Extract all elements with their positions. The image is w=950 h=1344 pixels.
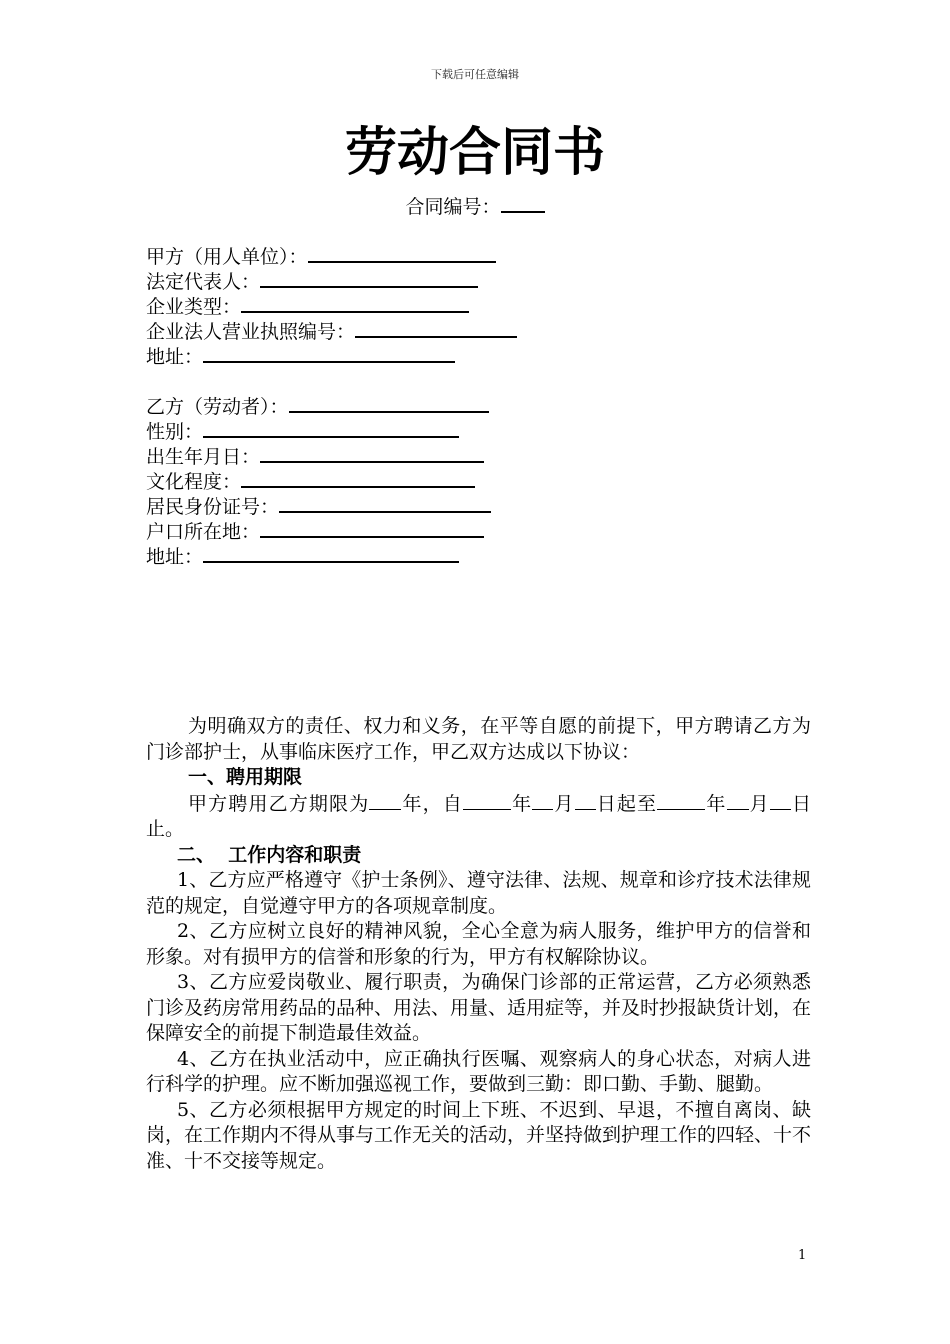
field-label: 地址：	[146, 546, 204, 568]
text-part: 甲方聘用乙方期限为	[188, 792, 370, 815]
field-blank	[241, 467, 475, 488]
blank	[532, 791, 553, 810]
text-part: 月	[553, 792, 575, 815]
blank	[575, 791, 596, 810]
section-2-item-2: 2、乙方应树立良好的精神风貌，全心全意为病人服务，维护甲方的信誉和形象。对有损甲方的信誉和形象的行为，甲方有权解除协议。	[146, 920, 811, 968]
blank	[463, 791, 511, 810]
page-number: 1	[798, 1248, 807, 1263]
gender-row	[146, 417, 491, 442]
party-b-fields	[146, 392, 491, 567]
text-part: 年	[510, 792, 533, 815]
legal-rep-row	[146, 267, 517, 292]
field-label: 户口所在地：	[146, 521, 261, 543]
text-part: 年	[705, 792, 727, 815]
text-part: 年，自	[401, 792, 463, 815]
birthdate-row	[146, 442, 491, 467]
field-blank	[355, 317, 517, 338]
party-b-name-row	[146, 392, 491, 417]
field-label: 乙方（劳动者）：	[146, 396, 289, 418]
party-a-address-row	[146, 342, 517, 367]
party-a-fields	[146, 242, 517, 367]
blank	[770, 791, 791, 810]
contract-body	[146, 714, 811, 1174]
section-2-item-1: 1、乙方应严格遵守《护士条例》、遵守法律、法规、规章和诊疗技术法律规范的规定，自觉遵守甲方的各项规章制度。	[146, 869, 811, 917]
field-blank	[308, 242, 496, 263]
section-2-item-3: 3、乙方应爱岗敬业、履行职责，为确保门诊部的正常运营，乙方必须熟悉门诊及药房常用药品的品种、用法、用量、适用症等，并及时抄报缺货计划，在保障安全的前提下制造最佳效益。	[146, 971, 812, 1044]
license-number-row	[146, 317, 517, 342]
blank	[727, 791, 749, 810]
field-label: 法定代表人：	[146, 271, 261, 293]
header-note: 下载后可任意编辑	[431, 68, 519, 81]
text-part: 日止。	[146, 792, 811, 840]
field-blank	[279, 492, 491, 513]
field-label: 企业法人营业执照编号：	[146, 321, 356, 343]
section-2-heading: 二、 工作内容和职责	[177, 843, 362, 866]
field-blank	[260, 267, 478, 288]
section-2-item-4: 4、乙方在执业活动中，应正确执行医嘱、观察病人的身心状态，对病人进行科学的护理。应不断加强巡视工作，要做到三勤：即口勤、手勤、腿勤。	[146, 1047, 811, 1095]
blank	[657, 791, 705, 810]
section-1-term	[146, 791, 811, 843]
field-blank	[203, 417, 459, 438]
intro-paragraph: 为明确双方的责任、权力和义务，在平等自愿的前提下，甲方聘请乙方为门诊部护士，从事临床医疗工作，甲乙双方达成以下协议：	[146, 715, 811, 763]
field-blank	[260, 517, 484, 538]
section-2-item-5: 5、乙方必须根据甲方规定的时间上下班、不迟到、早退，不擅自离岗、缺岗，在工作期内不得从事与工作无关的活动，并坚持做到护理工作的四轻、十不准、十不交接等规定。	[146, 1098, 812, 1172]
section-1-heading: 一、聘用期限	[188, 766, 303, 788]
id-number-row	[146, 492, 491, 517]
contract-number-blank	[501, 193, 545, 213]
field-label: 甲方（用人单位）：	[146, 246, 308, 268]
field-label: 性别：	[146, 421, 204, 443]
field-label: 居民身份证号：	[146, 496, 280, 518]
field-blank	[260, 442, 484, 463]
blank	[369, 791, 401, 810]
company-type-row	[146, 292, 517, 317]
contract-number-label: 合同编号：	[405, 196, 501, 218]
text-part: 月	[748, 792, 770, 815]
field-blank	[289, 392, 489, 413]
contract-number-line	[0, 193, 950, 219]
text-part: 日起至	[595, 792, 658, 815]
field-blank	[203, 342, 455, 363]
field-label: 企业类型：	[146, 296, 242, 318]
field-label: 出生年月日：	[146, 446, 261, 468]
field-blank	[241, 292, 469, 313]
education-row	[146, 467, 491, 492]
party-b-address-row	[146, 542, 491, 567]
field-blank	[203, 542, 459, 563]
household-row	[146, 517, 491, 542]
field-label: 地址：	[146, 346, 204, 368]
document-title: 劳动合同书	[344, 122, 605, 183]
field-label: 文化程度：	[146, 471, 242, 493]
party-a-name-row	[146, 242, 517, 267]
